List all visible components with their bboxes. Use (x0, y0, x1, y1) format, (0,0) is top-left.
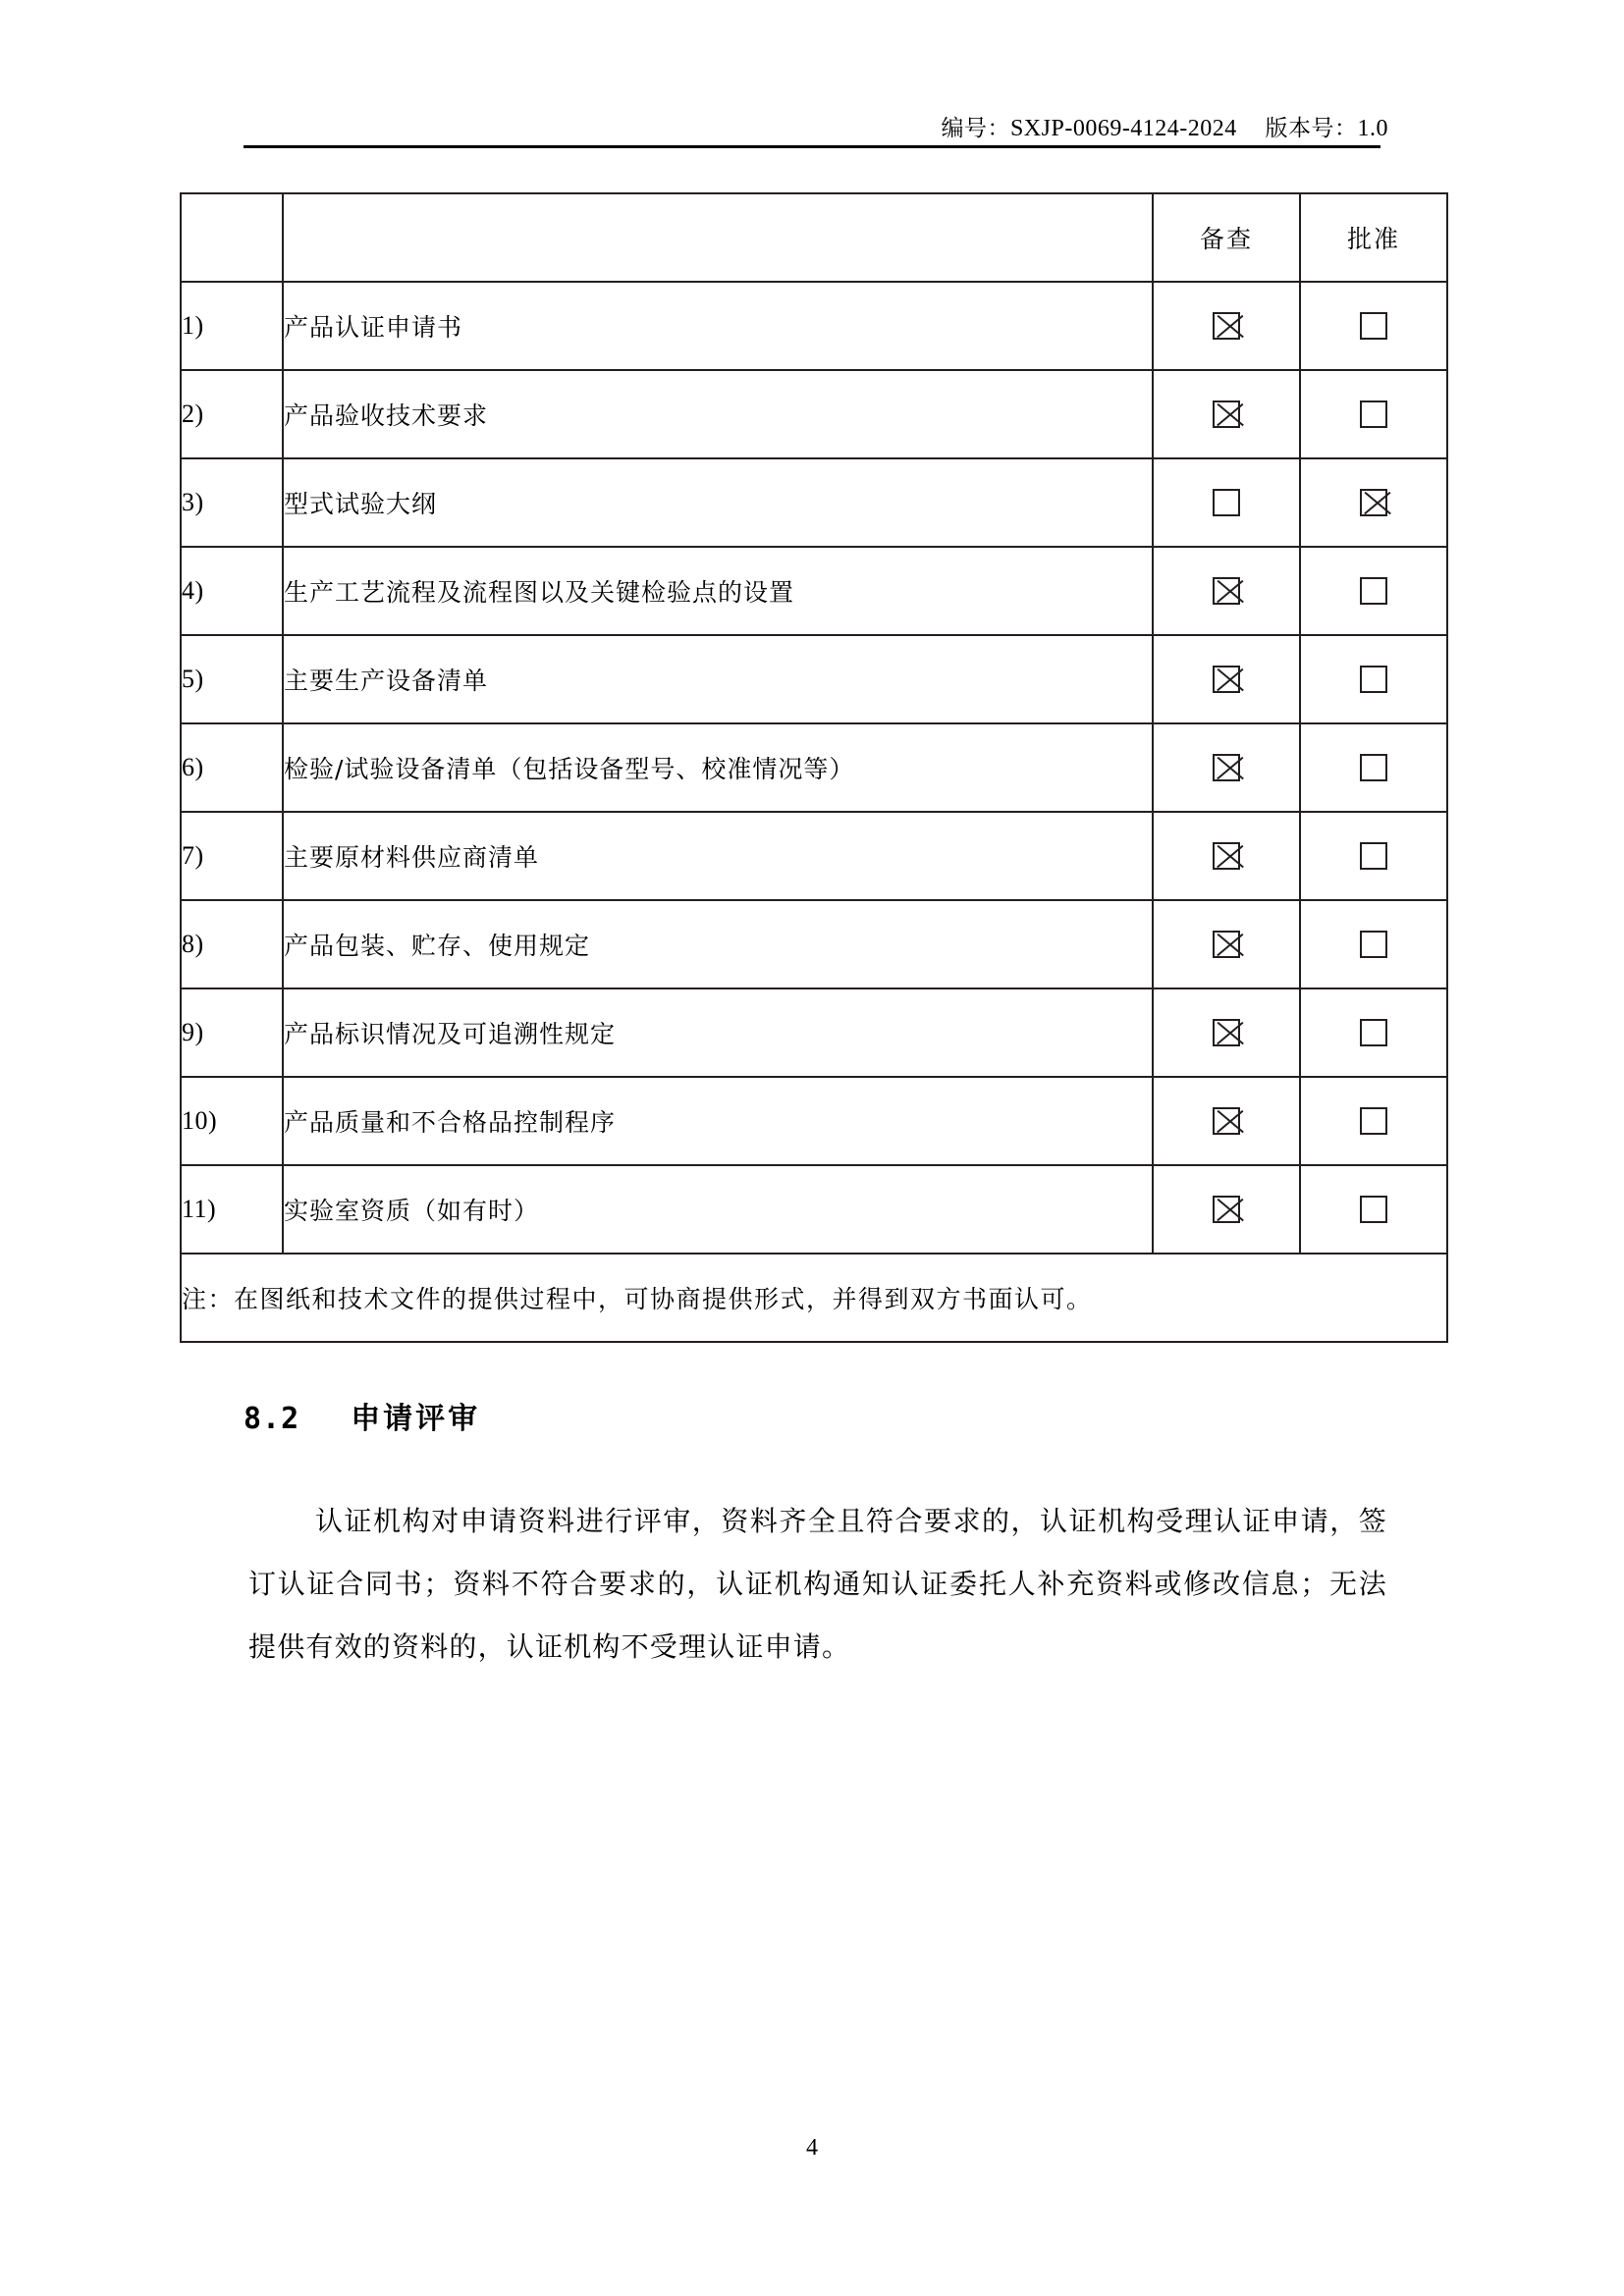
row-approve-cell[interactable] (1300, 812, 1447, 900)
row-item-label: 产品包装、贮存、使用规定 (283, 900, 1153, 988)
checked-checkbox-icon[interactable] (1213, 312, 1240, 340)
table-row (181, 282, 1447, 370)
row-approve-cell[interactable] (1300, 635, 1447, 723)
header-version-value: 1.0 (1357, 116, 1388, 141)
unchecked-checkbox-icon[interactable] (1360, 312, 1387, 340)
row-approve-cell[interactable] (1300, 1077, 1447, 1165)
row-item-label: 产品质量和不合格品控制程序 (283, 1077, 1153, 1165)
checklist-table-wrap (180, 192, 1446, 1343)
checked-checkbox-icon[interactable] (1213, 754, 1240, 781)
row-review-cell[interactable] (1153, 723, 1300, 812)
row-review-cell[interactable] (1153, 370, 1300, 458)
header-version-label: 版本号： (1265, 116, 1358, 141)
unchecked-checkbox-icon[interactable] (1360, 1196, 1387, 1223)
page-number: 4 (806, 2135, 818, 2161)
checked-checkbox-icon[interactable] (1213, 1196, 1240, 1223)
unchecked-checkbox-icon[interactable] (1213, 489, 1240, 516)
row-item-label: 生产工艺流程及流程图以及关键检验点的设置 (283, 547, 1153, 635)
row-index: 2) (181, 370, 283, 458)
unchecked-checkbox-icon[interactable] (1360, 577, 1387, 605)
row-index: 1) (181, 282, 283, 370)
header-divider (244, 145, 1380, 148)
checklist-table (180, 192, 1448, 1343)
unchecked-checkbox-icon[interactable] (1360, 931, 1387, 958)
checked-checkbox-icon[interactable] (1213, 931, 1240, 958)
row-review-cell[interactable] (1153, 812, 1300, 900)
row-approve-cell[interactable] (1300, 547, 1447, 635)
section-paragraph: 认证机构对申请资料进行评审，资料齐全且符合要求的，认证机构受理认证申请，签订认证合同书；资料不符合要求的，认证机构通知认证委托人补充资料或修改信息；无法提供有效的资料的，认证机构不受理认证申请。 (248, 1505, 1387, 1663)
header-cell-approve: 批准 (1300, 193, 1447, 282)
row-item-label: 产品认证申请书 (283, 282, 1153, 370)
header-number-label: 编号： (941, 116, 1010, 141)
row-approve-cell[interactable] (1300, 988, 1447, 1077)
row-item-label: 实验室资质（如有时） (283, 1165, 1153, 1254)
table-row (181, 723, 1447, 812)
row-index: 11) (181, 1165, 283, 1254)
row-review-cell[interactable] (1153, 635, 1300, 723)
row-approve-cell[interactable] (1300, 900, 1447, 988)
row-approve-cell[interactable] (1300, 370, 1447, 458)
row-index: 9) (181, 988, 283, 1077)
unchecked-checkbox-icon[interactable] (1360, 754, 1387, 781)
table-row (181, 458, 1447, 547)
table-row (181, 1165, 1447, 1254)
checked-checkbox-icon[interactable] (1213, 577, 1240, 605)
table-note-row (181, 1254, 1447, 1342)
row-index: 8) (181, 900, 283, 988)
header-doc-info (0, 110, 1624, 142)
row-approve-cell[interactable] (1300, 1165, 1447, 1254)
row-review-cell[interactable] (1153, 1077, 1300, 1165)
page-header (0, 0, 1624, 142)
unchecked-checkbox-icon[interactable] (1360, 400, 1387, 428)
row-index: 10) (181, 1077, 283, 1165)
row-index: 7) (181, 812, 283, 900)
row-item-label: 产品标识情况及可追溯性规定 (283, 988, 1153, 1077)
checked-checkbox-icon[interactable] (1213, 666, 1240, 693)
row-item-label: 产品验收技术要求 (283, 370, 1153, 458)
header-cell-review: 备查 (1153, 193, 1300, 282)
table-row (181, 547, 1447, 635)
row-review-cell[interactable] (1153, 458, 1300, 547)
section-title: 申请评审 (351, 1402, 481, 1436)
unchecked-checkbox-icon[interactable] (1360, 666, 1387, 693)
row-item-label: 主要原材料供应商清单 (283, 812, 1153, 900)
row-approve-cell[interactable] (1300, 282, 1447, 370)
unchecked-checkbox-icon[interactable] (1360, 842, 1387, 870)
row-item-label: 型式试验大纲 (283, 458, 1153, 547)
row-index: 6) (181, 723, 283, 812)
table-row (181, 1077, 1447, 1165)
row-item-label: 检验/试验设备清单（包括设备型号、校准情况等） (283, 723, 1153, 812)
table-row (181, 370, 1447, 458)
row-index: 3) (181, 458, 283, 547)
row-review-cell[interactable] (1153, 282, 1300, 370)
header-cell-item (283, 193, 1153, 282)
checked-checkbox-icon[interactable] (1213, 1107, 1240, 1135)
table-row (181, 635, 1447, 723)
row-review-cell[interactable] (1153, 1165, 1300, 1254)
checked-checkbox-icon[interactable] (1213, 842, 1240, 870)
row-item-label: 主要生产设备清单 (283, 635, 1153, 723)
checked-checkbox-icon[interactable] (1213, 1019, 1240, 1046)
row-approve-cell[interactable] (1300, 723, 1447, 812)
row-review-cell[interactable] (1153, 988, 1300, 1077)
table-row (181, 988, 1447, 1077)
table-note: 注：在图纸和技术文件的提供过程中，可协商提供形式，并得到双方书面认可。 (181, 1254, 1447, 1342)
table-row (181, 900, 1447, 988)
checked-checkbox-icon[interactable] (1213, 400, 1240, 428)
unchecked-checkbox-icon[interactable] (1360, 1107, 1387, 1135)
section-number: 8.2 (244, 1402, 300, 1436)
row-approve-cell[interactable] (1300, 458, 1447, 547)
unchecked-checkbox-icon[interactable] (1360, 1019, 1387, 1046)
row-review-cell[interactable] (1153, 900, 1300, 988)
checked-checkbox-icon[interactable] (1360, 489, 1387, 516)
row-index: 5) (181, 635, 283, 723)
row-index: 4) (181, 547, 283, 635)
header-doc-number: SXJP-0069-4124-2024 (1009, 116, 1237, 141)
header-cell-num (181, 193, 283, 282)
section-heading (244, 1394, 480, 1437)
row-review-cell[interactable] (1153, 547, 1300, 635)
table-header-row (181, 193, 1447, 282)
table-row (181, 812, 1447, 900)
